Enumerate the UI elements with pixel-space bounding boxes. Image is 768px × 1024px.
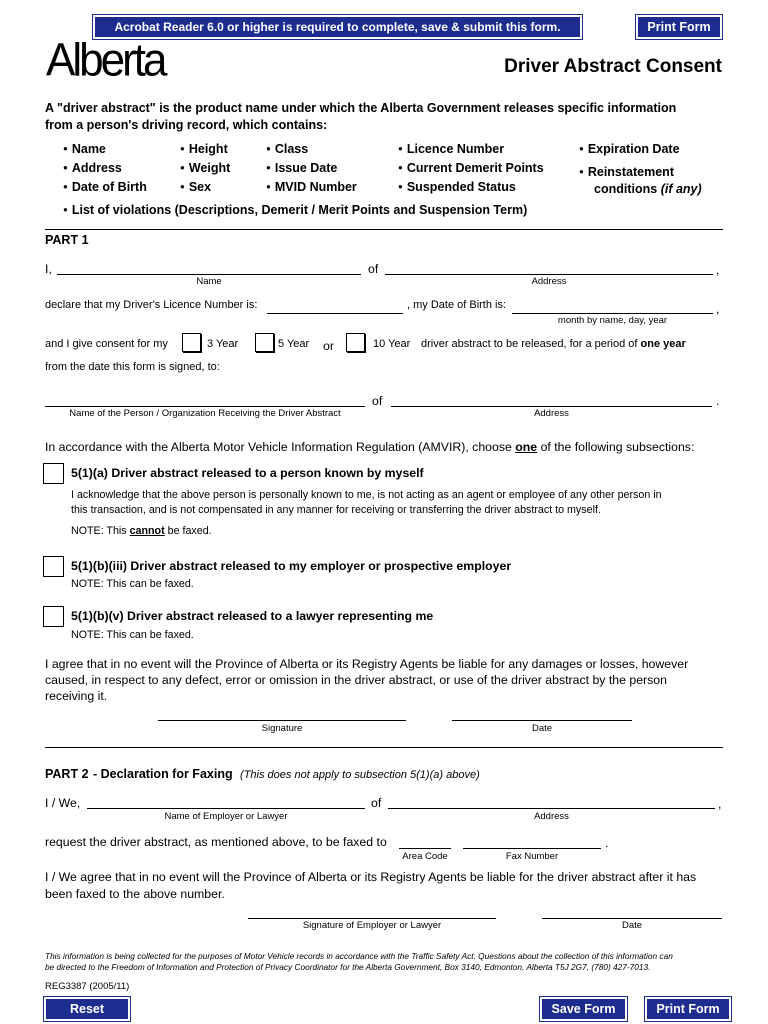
note-a-cannot: cannot — [129, 525, 165, 537]
name-input[interactable] — [57, 274, 361, 275]
part2-agree-line-2: been faxed to the above number. — [45, 887, 225, 901]
or-label: or — [323, 339, 334, 353]
declare-licence-text: declare that my Driver's Licence Number is: — [45, 299, 258, 311]
privacy-notice-1: This information is being collected for the purposes of Motor Vehicle records in accordance with the Traffic Safety Act. Questions about the collection of this information can — [45, 951, 673, 961]
print-form-top-button[interactable]: Print Form — [636, 15, 722, 39]
amvir-one: one — [515, 440, 538, 454]
bullet-sex: ● Sex — [180, 180, 211, 194]
dob-caption: month by name, day, year — [557, 315, 668, 326]
signature-input[interactable] — [158, 720, 406, 721]
bullet-class: ● Class — [266, 142, 308, 156]
bullet-demerit-points: ● Current Demerit Points — [398, 161, 544, 175]
save-form-button[interactable]: Save Form — [540, 997, 627, 1021]
option-c-note: NOTE: This can be faxed. — [71, 629, 194, 641]
ten-year-checkbox[interactable] — [346, 333, 365, 352]
part2-note: (This does not apply to subsection 5(1)(a) above) — [240, 769, 480, 781]
note-a-pre: NOTE: This — [71, 525, 127, 537]
divider-top — [45, 229, 723, 230]
bullet-mvid-number: ● MVID Number — [266, 180, 357, 194]
three-year-checkbox[interactable] — [182, 333, 201, 352]
bullet-weight: ● Weight — [180, 161, 230, 175]
acrobat-notice-banner: Acrobat Reader 6.0 or higher is required to complete, save & submit this form. — [93, 15, 582, 39]
of-label: of — [368, 262, 379, 276]
employer-address-input[interactable] — [388, 808, 715, 809]
bullet-height: ● Height — [180, 142, 228, 156]
liability-line-2: caused, in respect to any defect, error or omission in the driver abstract, or use of the driver abstract by the person — [45, 673, 667, 687]
one-year-emphasis: one year — [640, 338, 686, 350]
period: . — [605, 836, 609, 850]
signature-caption: Signature — [261, 723, 303, 734]
privacy-notice-2: be directed to the Freedom of Information and Protection of Privacy Coordinator for the Alberta Government, Box 3140, Edmonton, Alberta T5J 2G7, (780) 427-7013. — [45, 962, 651, 972]
five-year-label: 5 Year — [278, 338, 310, 350]
option-5-1-b-v-checkbox[interactable] — [43, 606, 64, 627]
licence-number-input[interactable] — [267, 313, 403, 314]
period: . — [716, 394, 720, 408]
option-5-1-a-desc-2: this transaction, and is not compensated in any manner for receiving or transferring the driver abstract to myself. — [71, 504, 601, 516]
bullet-violations: ● List of violations (Descriptions, Demerit / Merit Points and Suspension Term) — [63, 203, 527, 217]
option-5-1-a-desc-1: I acknowledge that the above person is personally known to me, is not acting as an agent or employee of any other person in — [71, 489, 662, 501]
print-form-bottom-button[interactable]: Print Form — [645, 997, 731, 1021]
from-date-text: from the date this form is signed, to: — [45, 361, 220, 373]
bullet-date-of-birth: ● Date of Birth — [63, 180, 147, 194]
address-caption: Address — [531, 276, 567, 287]
recipient-caption: Name of the Person / Organization Receiving the Driver Abstract — [69, 408, 341, 419]
five-year-checkbox[interactable] — [255, 333, 274, 352]
request-fax-text: request the driver abstract, as mentioned above, to be faxed to — [45, 835, 387, 849]
part2-agree-line-1: I / We agree that in no event will the Province of Alberta or its Registry Agents be liable for the driver abstract after it has — [45, 870, 697, 884]
bullet-name: ● Name — [63, 142, 106, 156]
ten-year-label: 10 Year — [373, 338, 411, 350]
comma: , — [716, 302, 720, 316]
employer-address-caption: Address — [534, 811, 569, 822]
part2-date-input[interactable] — [542, 918, 722, 919]
bullet-expiration-date: ● Expiration Date — [579, 142, 680, 156]
bullet-address: ● Address — [63, 161, 122, 175]
area-code-input[interactable] — [399, 848, 451, 849]
fax-number-caption: Fax Number — [505, 851, 559, 862]
liability-line-1: I agree that in no event will the Province of Alberta or its Registry Agents be liable for any damages or losses, however — [45, 657, 689, 671]
if-any-note: (if any) — [660, 182, 702, 196]
comma: , — [716, 263, 720, 277]
comma: , — [718, 797, 722, 811]
bullet-suspended-status: ● Suspended Status — [398, 180, 516, 194]
recipient-address-caption: Address — [534, 408, 569, 419]
of-label-3: of — [371, 796, 382, 810]
fax-number-input[interactable] — [463, 848, 601, 849]
bullet-licence-number: ● Licence Number — [398, 142, 504, 156]
date-input[interactable] — [452, 720, 632, 721]
date-caption: Date — [531, 723, 553, 734]
address-input[interactable] — [385, 274, 713, 275]
consent-prefix: and I give consent for my — [45, 338, 168, 350]
divider-part2 — [45, 747, 723, 748]
page-title: Driver Abstract Consent — [504, 56, 722, 77]
form-id: REG3387 (2005/11) — [45, 981, 130, 992]
employer-signature-input[interactable] — [248, 918, 496, 919]
employer-caption: Name of Employer or Lawyer — [164, 811, 288, 822]
note-a-post: be faxed. — [167, 525, 212, 537]
reset-button[interactable]: Reset — [44, 997, 130, 1021]
employer-signature-caption: Signature of Employer or Lawyer — [302, 920, 442, 931]
liability-line-3: receiving it. — [45, 689, 108, 703]
bullet-reinstatement: ● Reinstatement — [579, 165, 674, 179]
option-5-1-b-v-title: 5(1)(b)(v) Driver abstract released to a lawyer representing me — [71, 609, 434, 623]
option-5-1-b-iii-checkbox[interactable] — [43, 556, 64, 577]
reinstatement-conditions: conditions — [594, 182, 658, 196]
of-label-2: of — [372, 394, 383, 408]
part2-heading: PART 2 — [45, 767, 89, 781]
part2-heading-rest: - Declaration for Faxing — [92, 767, 233, 781]
bullet-issue-date: ● Issue Date — [266, 161, 337, 175]
consent-suffix: driver abstract to be released, for a period of — [421, 338, 638, 350]
option-5-1-a-checkbox[interactable] — [43, 463, 64, 484]
employer-name-input[interactable] — [87, 808, 365, 809]
amvir-text-pre: In accordance with the Alberta Motor Vehicle Information Regulation (AMVIR), choose — [45, 440, 512, 454]
option-5-1-b-iii-title: 5(1)(b)(iii) Driver abstract released to my employer or prospective employer — [71, 559, 512, 573]
option-b-note: NOTE: This can be faxed. — [71, 578, 194, 590]
recipient-address-input[interactable] — [391, 406, 712, 407]
amvir-text-post: of the following subsections: — [540, 440, 695, 454]
area-code-caption: Area Code — [402, 851, 448, 862]
recipient-name-input[interactable] — [45, 406, 365, 407]
option-5-1-a-title: 5(1)(a) Driver abstract released to a person known by myself — [71, 466, 424, 480]
i-label: I, — [45, 262, 52, 276]
part1-heading: PART 1 — [45, 233, 89, 247]
alberta-logo: Alberta — [46, 34, 165, 87]
name-caption: Name — [196, 276, 222, 287]
dob-input[interactable] — [512, 313, 713, 314]
intro-line-1: A "driver abstract" is the product name under which the Alberta Government releases specific information — [45, 101, 677, 115]
intro-line-2: from a person's driving record, which contains: — [45, 118, 328, 132]
three-year-label: 3 Year — [207, 338, 239, 350]
iwe-label: I / We, — [45, 796, 81, 810]
dob-label: , my Date of Birth is: — [407, 299, 507, 311]
part2-date-caption: Date — [621, 920, 643, 931]
